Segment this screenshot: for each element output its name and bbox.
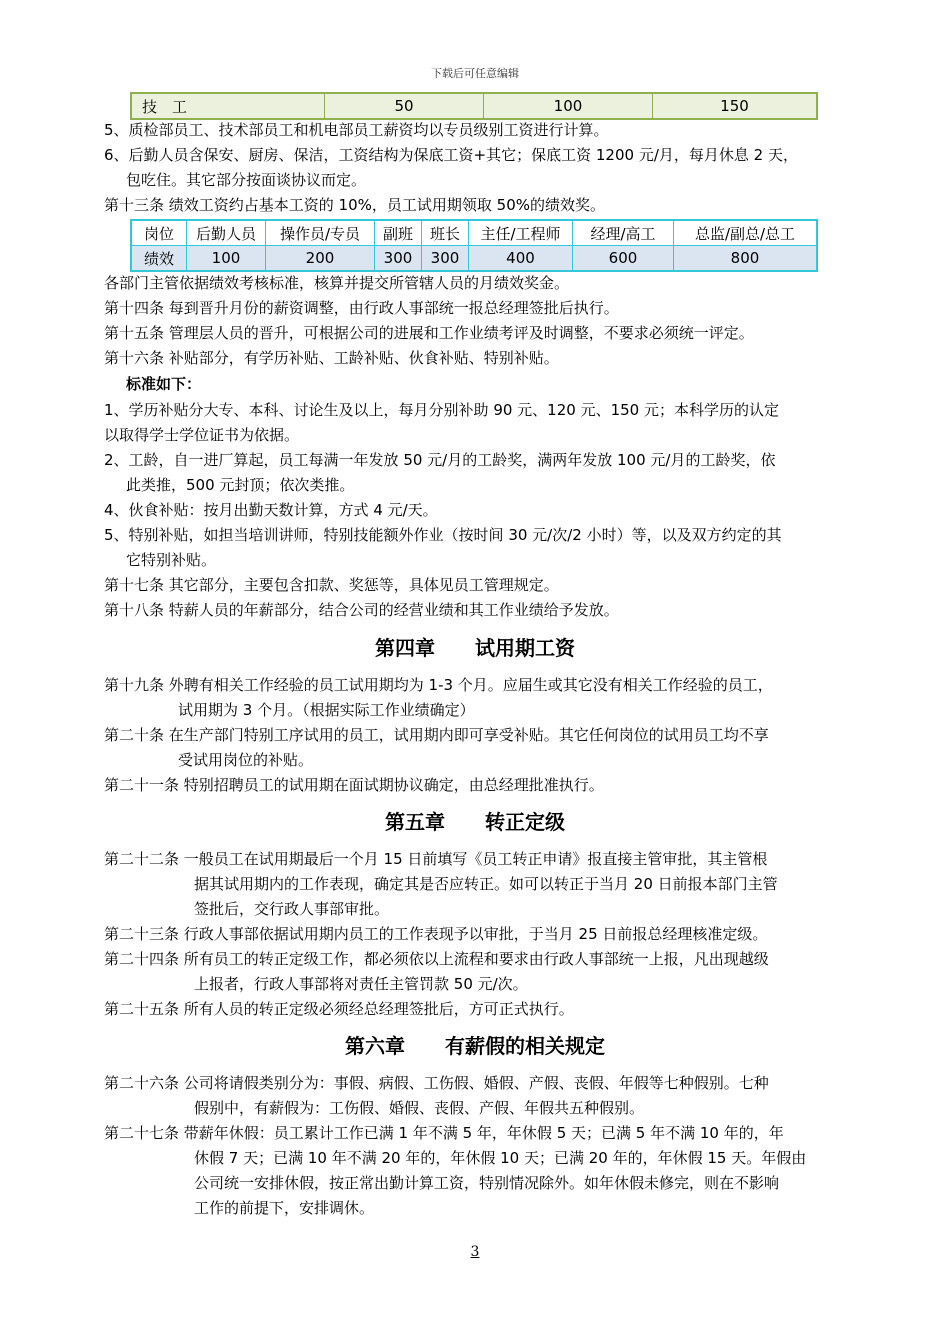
text-line: 2、工龄，自一进厂算起，员工每满一年发放 50 元/月的工龄奖，满两年发放 100 元/月的工龄奖，依 (104, 451, 776, 469)
text-line: 各部门主管依据绩效考核标准，核算并提交所管辖人员的月绩效奖金。 (104, 274, 570, 292)
table-header-cell: 班长 (422, 220, 469, 246)
text-line: 第十九条 外聘有相关工作经验的员工试用期均为 1-3 个月。应届生或其它没有相关工作经验的员工， (104, 676, 773, 694)
table-cell: 150 (653, 93, 818, 119)
text-line: 第二十四条 所有员工的转正定级工作，都必须依以上流程和要求由行政人事部统一上报，凡出现越级 (104, 950, 769, 968)
text-line: 第二十六条 公司将请假类别分为：事假、病假、工伤假、婚假、产假、丧假、年假等七种假别。七种 (104, 1074, 769, 1092)
skill-wage-table (130, 92, 818, 120)
table-cell: 50 (325, 93, 484, 119)
table-row (131, 93, 817, 119)
text-line: 此类推，500 元封顶；依次类推。 (126, 476, 355, 494)
text-line: 5、质检部员工、技术部员工和机电部员工薪资均以专员级别工资进行计算。 (104, 121, 609, 139)
text-line: 第二十七条 带薪年休假：员工累计工作已满 1 年不满 5 年，年休假 5 天；已满 5 年不满 10 年的，年 (104, 1124, 784, 1142)
table-cell: 绩效 (131, 246, 187, 272)
text-line: 工作的前提下，安排调休。 (194, 1199, 375, 1217)
text-line: 第十七条 其它部分，主要包含扣款、奖惩等，具体见员工管理规定。 (104, 576, 559, 594)
text-line: 4、伙食补贴：按月出勤天数计算，方式 4 元/天。 (104, 501, 438, 519)
table-cell: 200 (266, 246, 375, 272)
chapter-title: 第五章 转正定级 (385, 810, 565, 834)
table-header-cell: 后勤人员 (187, 220, 266, 246)
text-line: 受试用岗位的补贴。 (178, 751, 314, 769)
text-line: 试用期为 3 个月。（根据实际工作业绩确定） (178, 701, 475, 719)
text-line: 假别中，有薪假为：工伤假、婚假、丧假、产假、年假共五种假别。 (194, 1099, 645, 1117)
table-cell: 600 (573, 246, 674, 272)
table-row (131, 246, 817, 272)
text-line: 5、特别补贴，如担当培训讲师，特别技能额外作业（按时间 30 元/次/2 小时）等，以及双方约定的其 (104, 526, 782, 544)
table-header-row (131, 220, 817, 246)
table-header-cell: 副班 (375, 220, 422, 246)
text-line: 第十八条 特薪人员的年薪部分，结合公司的经营业绩和其工作业绩给予发放。 (104, 601, 619, 619)
text-line: 第十六条 补贴部分，有学历补贴、工龄补贴、伙食补贴、特别补贴。 (104, 349, 559, 367)
text-line: 休假 7 天；已满 10 年不满 20 年的，年休假 10 天；已满 20 年的，年休假 15 天。年假由 (194, 1149, 807, 1167)
performance-pay-table (130, 219, 818, 272)
table-cell: 800 (674, 246, 818, 272)
text-line: 上报者，行政人事部将对责任主管罚款 50 元/次。 (194, 975, 528, 993)
text-line: 包吃住。其它部分按面谈协议而定。 (126, 171, 367, 189)
text-line: 第二十条 在生产部门特别工序试用的员工，试用期内即可享受补贴。其它任何岗位的试用员工均不享 (104, 726, 769, 744)
table-cell: 300 (375, 246, 422, 272)
table-cell: 400 (469, 246, 573, 272)
text-line: 据其试用期内的工作表现，确定其是否应转正。如可以转正于当月 20 日前报本部门主管 (194, 875, 778, 893)
table-cell: 100 (484, 93, 653, 119)
text-line: 第二十二条 一般员工在试用期最后一个月 15 日前填写《员工转正申请》报直接主管审批，其主管根 (104, 850, 768, 868)
text-line: 公司统一安排休假，按正常出勤计算工资，特别情况除外。如年休假未修完，则在不影响 (194, 1174, 780, 1192)
table-cell: 技 工 (131, 93, 325, 119)
table-header-cell: 岗位 (131, 220, 187, 246)
page-header: 下载后可任意编辑 (431, 67, 519, 80)
chapter-title: 第六章 有薪假的相关规定 (345, 1034, 605, 1058)
text-line: 签批后，交行政人事部审批。 (194, 900, 390, 918)
table-cell: 300 (422, 246, 469, 272)
table-header-cell: 总监/副总/总工 (674, 220, 818, 246)
standards-heading: 标准如下： (126, 375, 202, 393)
text-line: 第十四条 每到晋升月份的薪资调整，由行政人事部统一报总经理签批后执行。 (104, 299, 619, 317)
table-header-cell: 操作员/专员 (266, 220, 375, 246)
chapter-title: 第四章 试用期工资 (375, 636, 575, 660)
text-line: 第十五条 管理层人员的晋升，可根据公司的进展和工作业绩考评及时调整，不要求必须统一评定。 (104, 324, 754, 342)
page-number: 3 (470, 1244, 480, 1260)
text-line: 第二十五条 所有人员的转正定级必须经总经理签批后，方可正式执行。 (104, 1000, 574, 1018)
text-line: 第二十一条 特别招聘员工的试用期在面试期协议确定，由总经理批准执行。 (104, 776, 604, 794)
table-header-cell: 主任/工程师 (469, 220, 573, 246)
table-header-cell: 经理/高工 (573, 220, 674, 246)
text-line: 第二十三条 行政人事部依据试用期内员工的工作表现予以审批，于当月 25 日前报总经理核准定级。 (104, 925, 768, 943)
table-cell: 100 (187, 246, 266, 272)
text-line: 第十三条 绩效工资约占基本工资的 10%，员工试用期领取 50%的绩效奖。 (104, 196, 605, 214)
text-line: 它特别补贴。 (126, 551, 217, 569)
text-line: 1、学历补贴分大专、本科、讨论生及以上，每月分别补助 90 元、120 元、150 元；本科学历的认定 (104, 401, 779, 419)
text-line: 以取得学士学位证书为依据。 (104, 426, 300, 444)
text-line: 6、后勤人员含保安、厨房、保洁，工资结构为保底工资+其它；保底工资 1200 元/月，每月休息 2 天， (104, 146, 798, 164)
